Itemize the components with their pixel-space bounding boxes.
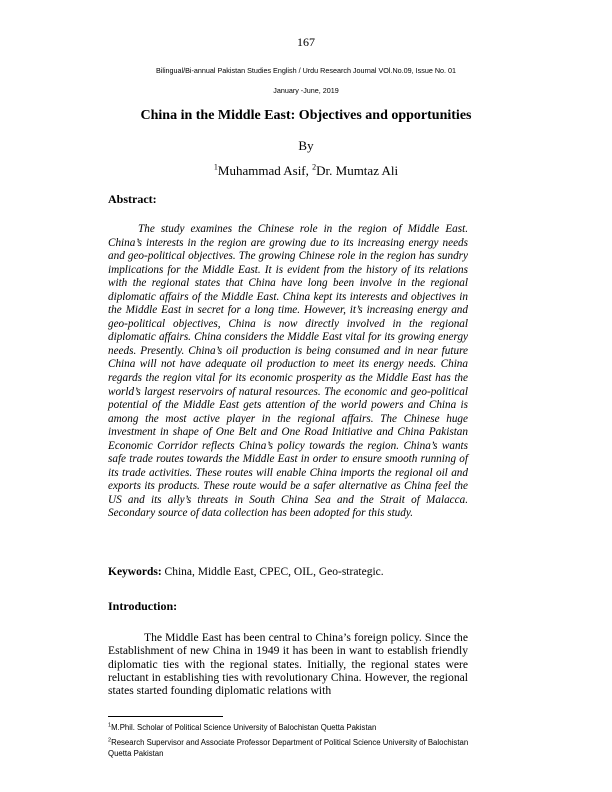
- abstract-text: The study examines the Chinese role in the region of Middle East. China’s interests in the region are growing due to its increasing energy needs and geo-political objectives. The growing Chinese role in the region has sundry implications for the Middle East. It is evident from the history of its relations with the regional states that China have long been involve in the regional diplomatic affairs of the Middle East. China kept its interests and objectives in the Middle East in secret for a long time. However, it’s increasing energy and geo-political objectives, China is now directly involved in the regional diplomatic affairs. China considers the Middle East vital for its growing energy needs. Presently. China’s oil production is being consumed and in near future China will not have adequate oil production to meet its energy needs. China regards the region vital for its economic prosperity as the Middle East has the world’s largest reservoirs of natural resources. The economic and geo-political potential of the Middle East gets attention of the world powers and China is among the most active player in the regional affairs. The Chinese huge investment in shape of One Belt and One Road Initiative and China Pakistan Economic Corridor reflects China’s policy towards the region. China’s wants safe trade routes towards the Middle East in order to ensure smooth running of its trade activities. These routes will enable China imports the regional oil and exports its products. These route would be a safer alternative as China feel the US and its ally’s threats in South China Sea and the Strait of Malacca. Secondary source of data collection has been adopted for this study.: [108, 223, 468, 520]
- keywords-text: China, Middle East, CPEC, OIL, Geo-strategic.: [161, 566, 384, 578]
- authors-line: [0, 163, 612, 179]
- byline: By: [298, 138, 314, 153]
- introduction-heading: Introduction:: [108, 599, 178, 613]
- page-number: 167: [297, 35, 315, 49]
- author-2-marker: 2: [312, 162, 317, 172]
- footnote-2-text: Research Supervisor and Associate Professor Department of Political Science University of Balochistan Quetta Pakistan: [108, 738, 469, 758]
- journal-header: Bilingual/Bi-annual Pakistan Studies English / Urdu Research Journal VOl.No.09, Issue No. 01: [155, 66, 457, 75]
- author-2-name: Dr. Mumtaz Ali: [316, 163, 399, 178]
- keywords-label: Keywords:: [108, 566, 162, 578]
- author-1-name: Muhammad Asif,: [217, 163, 313, 178]
- keywords-line: [108, 566, 508, 578]
- author-1-marker: 1: [213, 162, 218, 172]
- issue-date: January -June, 2019: [273, 86, 339, 95]
- abstract-heading: Abstract:: [108, 192, 157, 206]
- footnote-1-marker: 1: [108, 722, 112, 729]
- footnote-2-marker: 2: [108, 737, 112, 744]
- footnote-divider: [108, 716, 223, 717]
- footnote-1-text: M.Phil. Scholar of Political Science University of Balochistan Quetta Pakistan: [111, 723, 377, 732]
- introduction-text: The Middle East has been central to China’s foreign policy. Since the Establishment of new China in 1949 it has been in want to establish friendly diplomatic ties with the regional states. Initially, the regional states were reluctant in establishing ties with revolutionary China. However, the regional states started founding diplomatic relations with: [108, 631, 468, 698]
- footnote-1: [108, 722, 480, 733]
- paper-title: China in the Middle East: Objectives and opportunities: [140, 108, 472, 123]
- footnote-2: [108, 737, 480, 759]
